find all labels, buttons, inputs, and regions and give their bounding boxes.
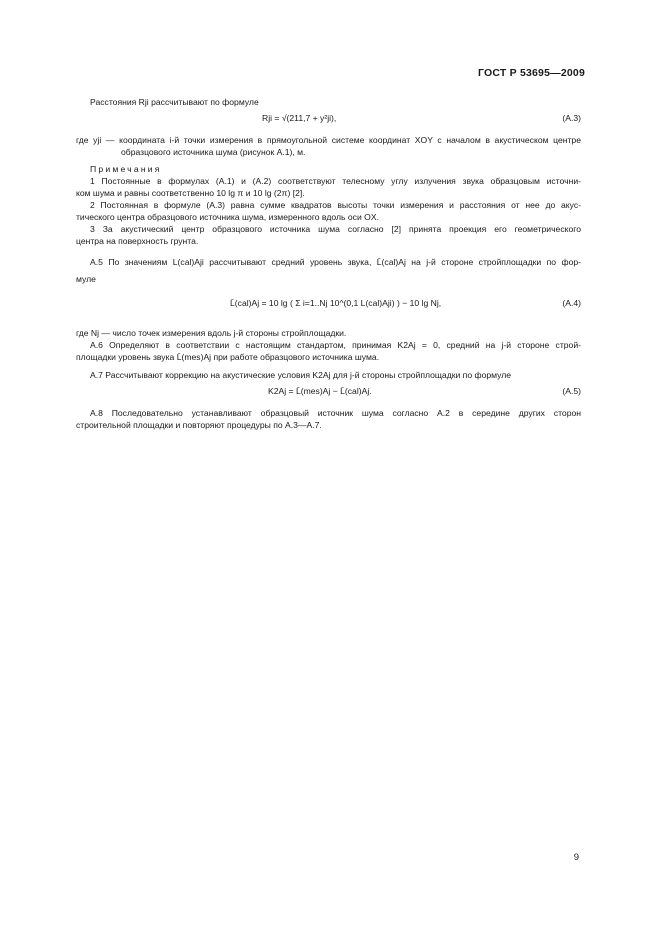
note1-line1: 1 Постоянные в формулах (А.1) и (А.2) соответствуют телесному углу излучения звука образцовым источни- xyxy=(90,176,581,186)
where-y-line1: где yji — координата i-й точки измерения в прямоугольной системе координат XOY с началом в акустическом центре xyxy=(76,135,581,145)
a7-text: А.7 Рассчитывают коррекцию на акустические условия K2Aj для j-й стороны стройплощадки по формуле xyxy=(90,370,512,380)
note1-line2: ком шума и равны соответственно 10 lg π и 10 lg (2π) [2]. xyxy=(76,188,305,198)
note2-line2: тического центра образцового источника шума, измеренного вдоль оси OX. xyxy=(76,212,379,222)
notes-title: Примечания xyxy=(90,164,162,174)
formula-a4-number: (А.4) xyxy=(562,298,581,308)
a5-line1: А.5 По значениям L(cal)Aji рассчитывают средний уровень звука, L̄(cal)Aj на j-й стороне стройплощадки по фор- xyxy=(90,257,581,267)
a8-line1: А.8 Последовательно устанавливают образцовый источник шума согласно А.2 в середине других сторон xyxy=(90,408,581,418)
note3-line2: центра на поверхность грунта. xyxy=(76,236,199,246)
note2-line1: 2 Постоянная в формуле (А.3) равна сумме квадратов высоты точки измерения и расстояния от нее до акус- xyxy=(90,200,581,210)
note3-line1: 3 За акустический центр образцового источника шума согласно [2] принята проекция его геометрического xyxy=(90,224,581,234)
a6-line2: площадки уровень звука L̄(mes)Aj при работе образцового источника шума. xyxy=(76,352,380,362)
page-number: 9 xyxy=(573,852,579,863)
a8-line2: строительной площадки и повторяют процедуры по А.3—А.7. xyxy=(76,420,322,430)
para-distance-intro: Расстояния Rji рассчитывают по формуле xyxy=(90,97,259,107)
a5-line2: муле xyxy=(76,274,96,284)
where-n: где Nj — число точек измерения вдоль j-й стороны стройплощадки. xyxy=(76,328,347,338)
formula-a3: Rji = √(211,7 + y²ji), xyxy=(262,113,337,123)
formula-a4: L̄(cal)Aj = 10 lg ( Σ i=1..Nj 10^(0,1 L(cal)Aji) ) − 10 lg Nj, xyxy=(230,298,442,308)
where-y-line2: образцового источника шума (рисунок А.1), м. xyxy=(121,147,306,157)
formula-a5: K2Aj = L̄(mes)Aj − L̄(cal)Aj. xyxy=(268,386,372,396)
formula-a5-number: (А.5) xyxy=(562,386,581,396)
formula-a3-number: (А.3) xyxy=(562,113,581,123)
a6-line1: А.6 Определяют в соответствии с настоящим стандартом, принимая K2Aj = 0, средний на j-й стороне строй- xyxy=(90,340,581,350)
standard-header: ГОСТ Р 53695—2009 xyxy=(477,67,585,79)
